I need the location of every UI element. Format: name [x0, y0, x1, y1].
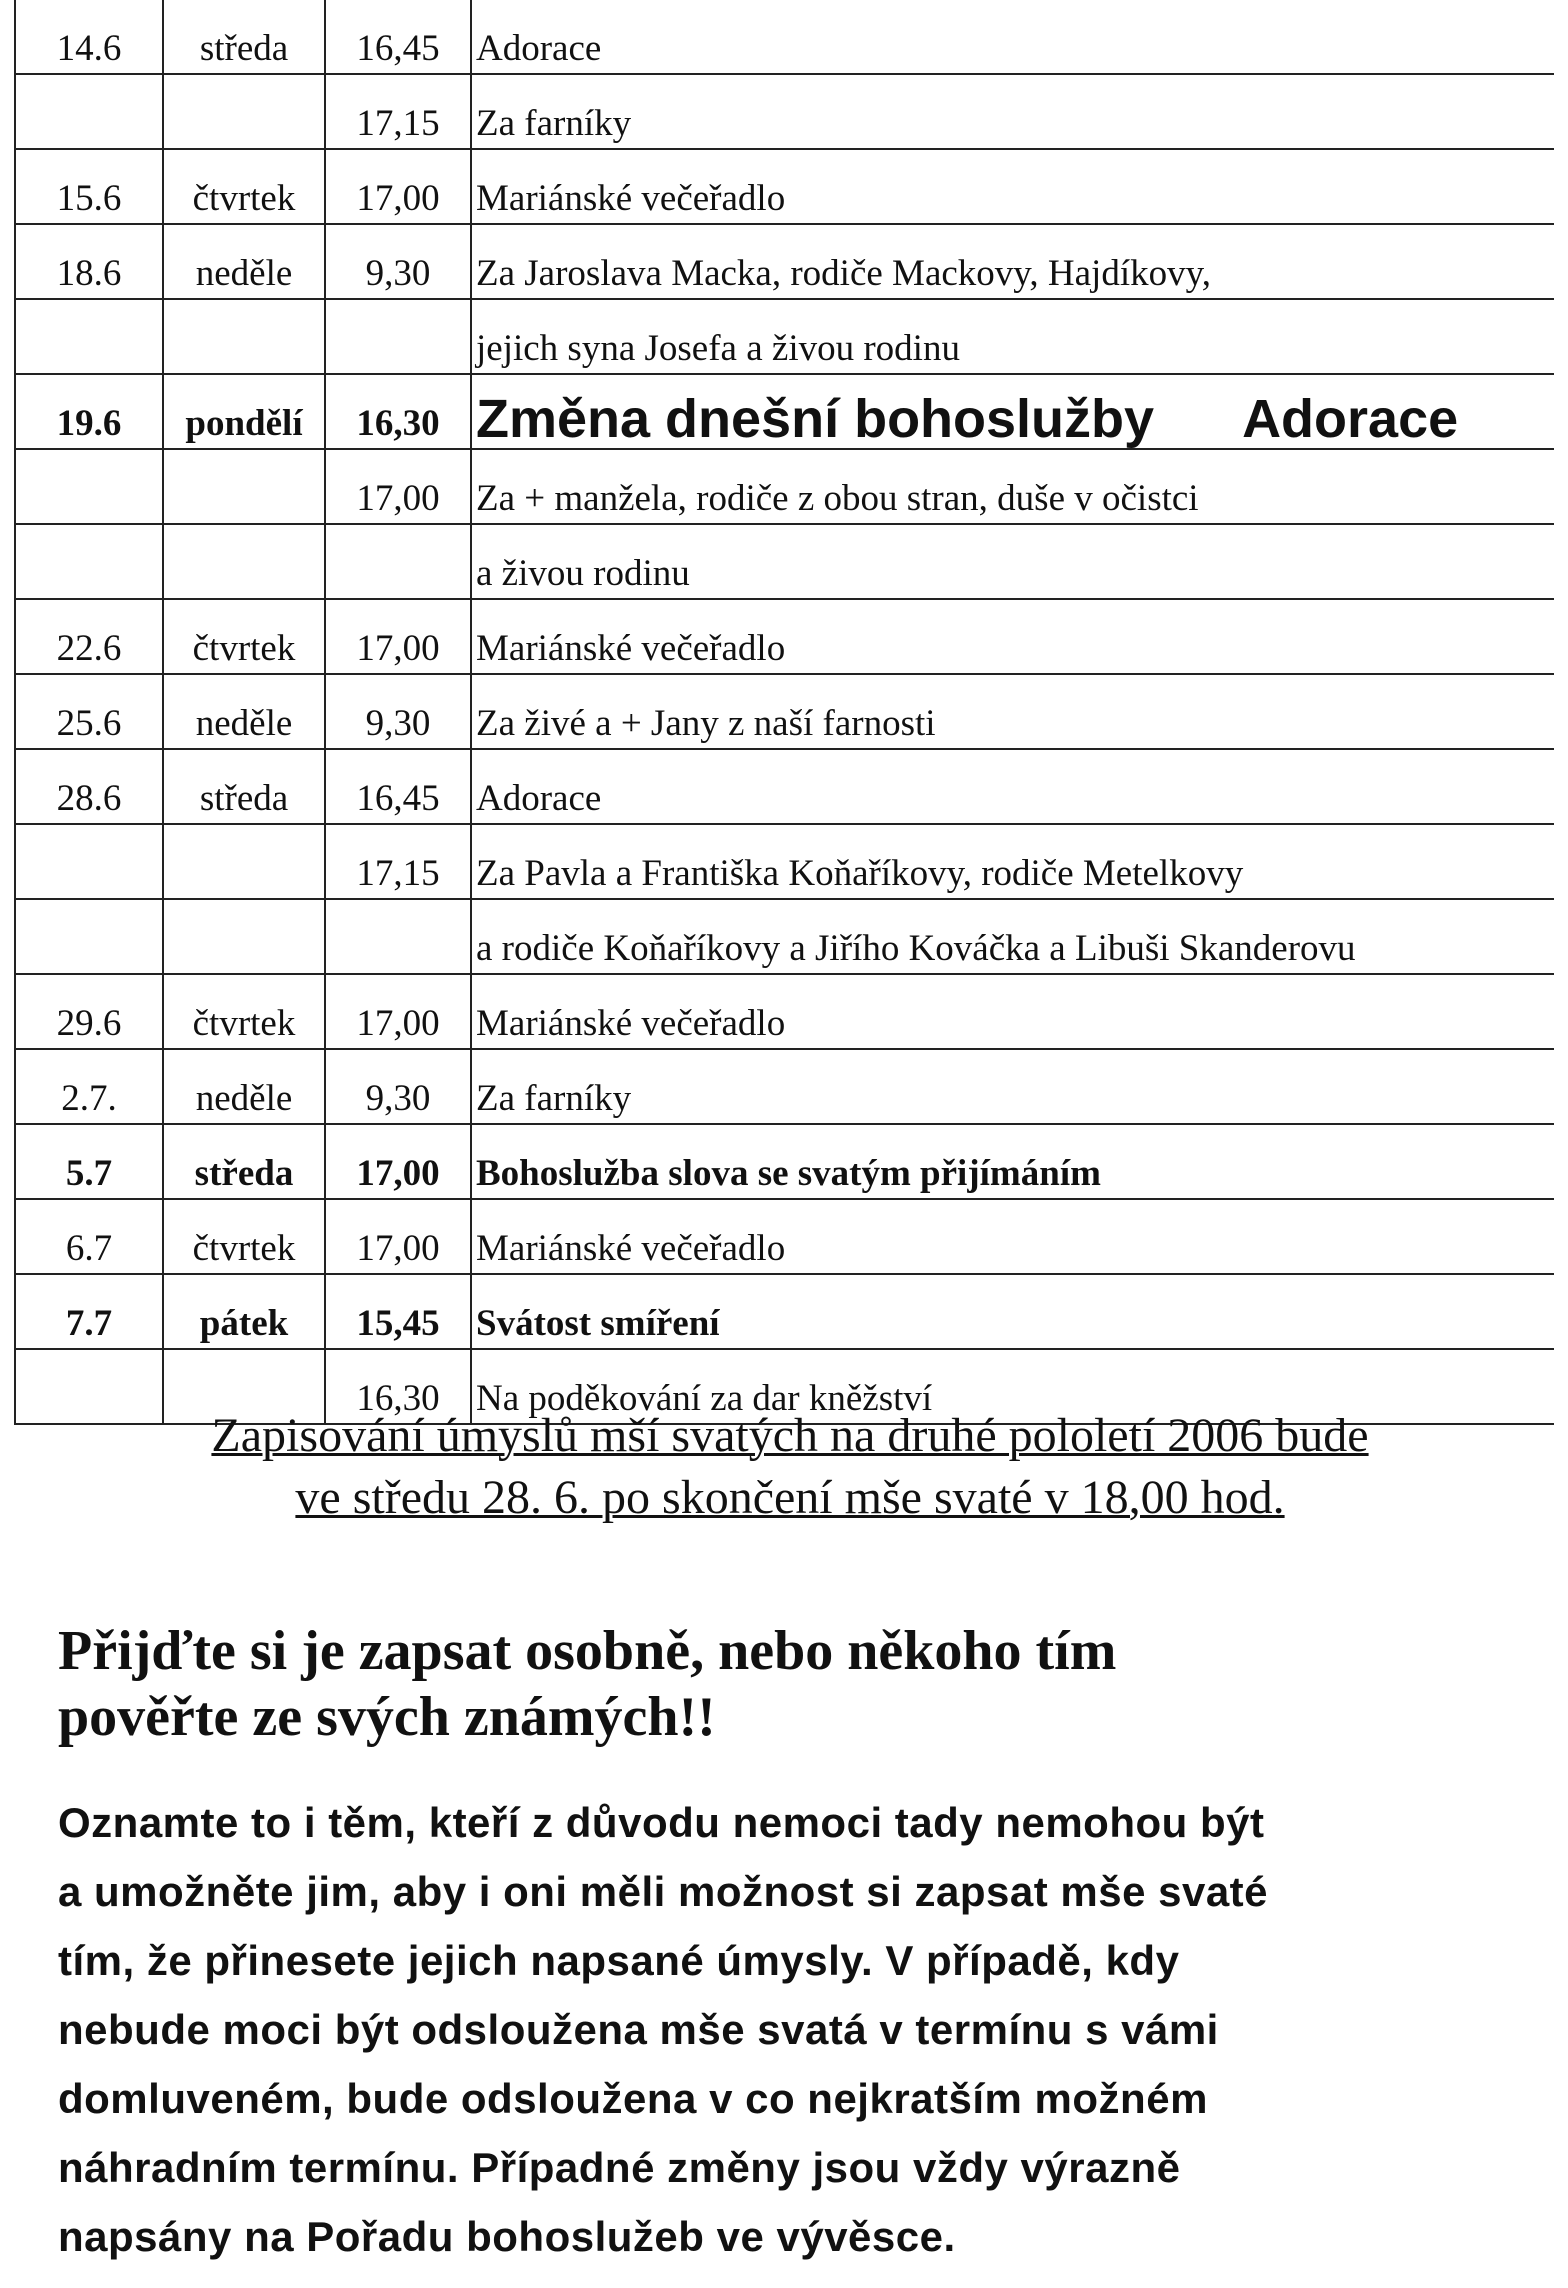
table-row	[15, 299, 1554, 374]
date-cell: 14.6	[15, 0, 163, 74]
time-cell	[325, 899, 471, 974]
time-cell: 16,45	[325, 749, 471, 824]
intention-cell: Adorace	[471, 749, 1554, 824]
mass-schedule-table	[14, 0, 1554, 1425]
intention-cell: Mariánské večeřadlo	[471, 599, 1554, 674]
day-cell: pátek	[163, 1274, 325, 1349]
time-cell: 17,15	[325, 824, 471, 899]
day-cell	[163, 899, 325, 974]
day-cell	[163, 299, 325, 374]
table-row	[15, 0, 1554, 74]
intention-cell: Mariánské večeřadlo	[471, 1199, 1554, 1274]
date-cell: 5.7	[15, 1124, 163, 1199]
date-cell: 19.6	[15, 374, 163, 449]
table-row	[15, 674, 1554, 749]
date-cell	[15, 299, 163, 374]
table-row	[15, 824, 1554, 899]
day-cell	[163, 824, 325, 899]
time-cell: 17,00	[325, 974, 471, 1049]
intention-cell: Za živé a + Jany z naší farnosti	[471, 674, 1554, 749]
body-line: a umožněte jim, aby i oni měli možnost si zapsat mše svaté	[58, 1868, 1269, 1915]
time-cell: 15,45	[325, 1274, 471, 1349]
time-cell	[325, 524, 471, 599]
time-cell: 17,15	[325, 74, 471, 149]
day-cell	[163, 524, 325, 599]
table-row	[15, 524, 1554, 599]
table-row-highlighted	[15, 1124, 1554, 1199]
time-cell: 17,00	[325, 1199, 471, 1274]
day-cell	[163, 74, 325, 149]
intention-cell: Za farníky	[471, 1049, 1554, 1124]
body-line: nebude moci být odsloužena mše svatá v termínu s vámi	[58, 2006, 1219, 2053]
intention-cell: Mariánské večeřadlo	[471, 974, 1554, 1049]
day-cell: čtvrtek	[163, 974, 325, 1049]
intention-cell: Za Jaroslava Macka, rodiče Mackovy, Hajdíkovy,	[471, 224, 1554, 299]
date-cell	[15, 449, 163, 524]
day-cell: čtvrtek	[163, 149, 325, 224]
day-cell: středa	[163, 1124, 325, 1199]
time-cell: 9,30	[325, 674, 471, 749]
date-cell: 29.6	[15, 974, 163, 1049]
intention-cell: a rodiče Koňaříkovy a Jiřího Kováčka a Libuši Skanderovu	[471, 899, 1554, 974]
date-cell	[15, 524, 163, 599]
table-row-highlighted	[15, 374, 1554, 449]
intention-cell: Svátost smíření	[471, 1274, 1554, 1349]
intention-cell: Mariánské večeřadlo	[471, 149, 1554, 224]
table-row	[15, 74, 1554, 149]
intention-cell: a živou rodinu	[471, 524, 1554, 599]
date-cell: 28.6	[15, 749, 163, 824]
intention-cell	[471, 374, 1554, 449]
table-row	[15, 899, 1554, 974]
day-cell: neděle	[163, 1049, 325, 1124]
day-cell: pondělí	[163, 374, 325, 449]
intention-cell: jejich syna Josefa a živou rodinu	[471, 299, 1554, 374]
date-cell: 6.7	[15, 1199, 163, 1274]
body-paragraph	[58, 1788, 1538, 2271]
time-cell: 9,30	[325, 1049, 471, 1124]
table-row	[15, 1199, 1554, 1274]
body-line: Oznamte to i těm, kteří z důvodu nemoci tady nemohou být	[58, 1799, 1265, 1846]
change-notice: Změna dnešní bohoslužby	[476, 389, 1155, 449]
date-cell	[15, 824, 163, 899]
notice-line: ve středu 28. 6. po skončení mše svaté v 18,00 hod.	[295, 1471, 1285, 1524]
time-cell: 16,45	[325, 0, 471, 74]
day-cell: středa	[163, 0, 325, 74]
lead-paragraph	[58, 1618, 1538, 1750]
body-line: napsány na Pořadu bohoslužeb ve vývěsce.	[58, 2213, 956, 2260]
time-cell: 9,30	[325, 224, 471, 299]
date-cell	[15, 899, 163, 974]
body-line: náhradním termínu. Případné změny jsou vždy výrazně	[58, 2144, 1181, 2191]
intention-cell: Bohoslužba slova se svatým přijímáním	[471, 1124, 1554, 1199]
date-cell: 7.7	[15, 1274, 163, 1349]
date-cell: 15.6	[15, 149, 163, 224]
lead-line: Přijďte si je zapsat osobně, nebo někoho tím	[58, 1620, 1117, 1682]
time-cell: 16,30	[325, 374, 471, 449]
registration-notice	[40, 1405, 1540, 1529]
day-cell: čtvrtek	[163, 599, 325, 674]
time-cell: 17,00	[325, 149, 471, 224]
lead-line: pověřte ze svých známých!!	[58, 1686, 716, 1748]
time-cell: 16,30	[325, 1349, 471, 1424]
day-cell: středa	[163, 749, 325, 824]
time-cell	[325, 299, 471, 374]
table-row	[15, 749, 1554, 824]
day-cell: čtvrtek	[163, 1199, 325, 1274]
table-row	[15, 974, 1554, 1049]
day-cell	[163, 449, 325, 524]
intention-cell: Za Pavla a Františka Koňaříkovy, rodiče Metelkovy	[471, 824, 1554, 899]
date-cell: 18.6	[15, 224, 163, 299]
notice-line: Zapisování úmyslů mší svatých na druhé pololetí 2006 bude	[211, 1409, 1369, 1462]
date-cell	[15, 74, 163, 149]
table-row	[15, 449, 1554, 524]
table-row	[15, 224, 1554, 299]
time-cell: 17,00	[325, 1124, 471, 1199]
intention-cell: Adorace	[471, 0, 1554, 74]
table-row	[15, 599, 1554, 674]
table-row	[15, 1049, 1554, 1124]
day-cell: neděle	[163, 224, 325, 299]
date-cell: 22.6	[15, 599, 163, 674]
adoration-note: Adorace	[1242, 389, 1459, 449]
time-cell: 17,00	[325, 599, 471, 674]
body-line: domluveném, bude odsloužena v co nejkratším možném	[58, 2075, 1208, 2122]
table-row-highlighted	[15, 1274, 1554, 1349]
date-cell: 25.6	[15, 674, 163, 749]
time-cell: 17,00	[325, 449, 471, 524]
day-cell: neděle	[163, 674, 325, 749]
body-line: tím, že přinesete jejich napsané úmysly. V případě, kdy	[58, 1937, 1180, 1984]
table-row	[15, 149, 1554, 224]
date-cell: 2.7.	[15, 1049, 163, 1124]
intention-cell: Na poděkování za dar kněžství	[471, 1349, 1554, 1424]
intention-cell: Za + manžela, rodiče z obou stran, duše v očistci	[471, 449, 1554, 524]
intention-cell: Za farníky	[471, 74, 1554, 149]
